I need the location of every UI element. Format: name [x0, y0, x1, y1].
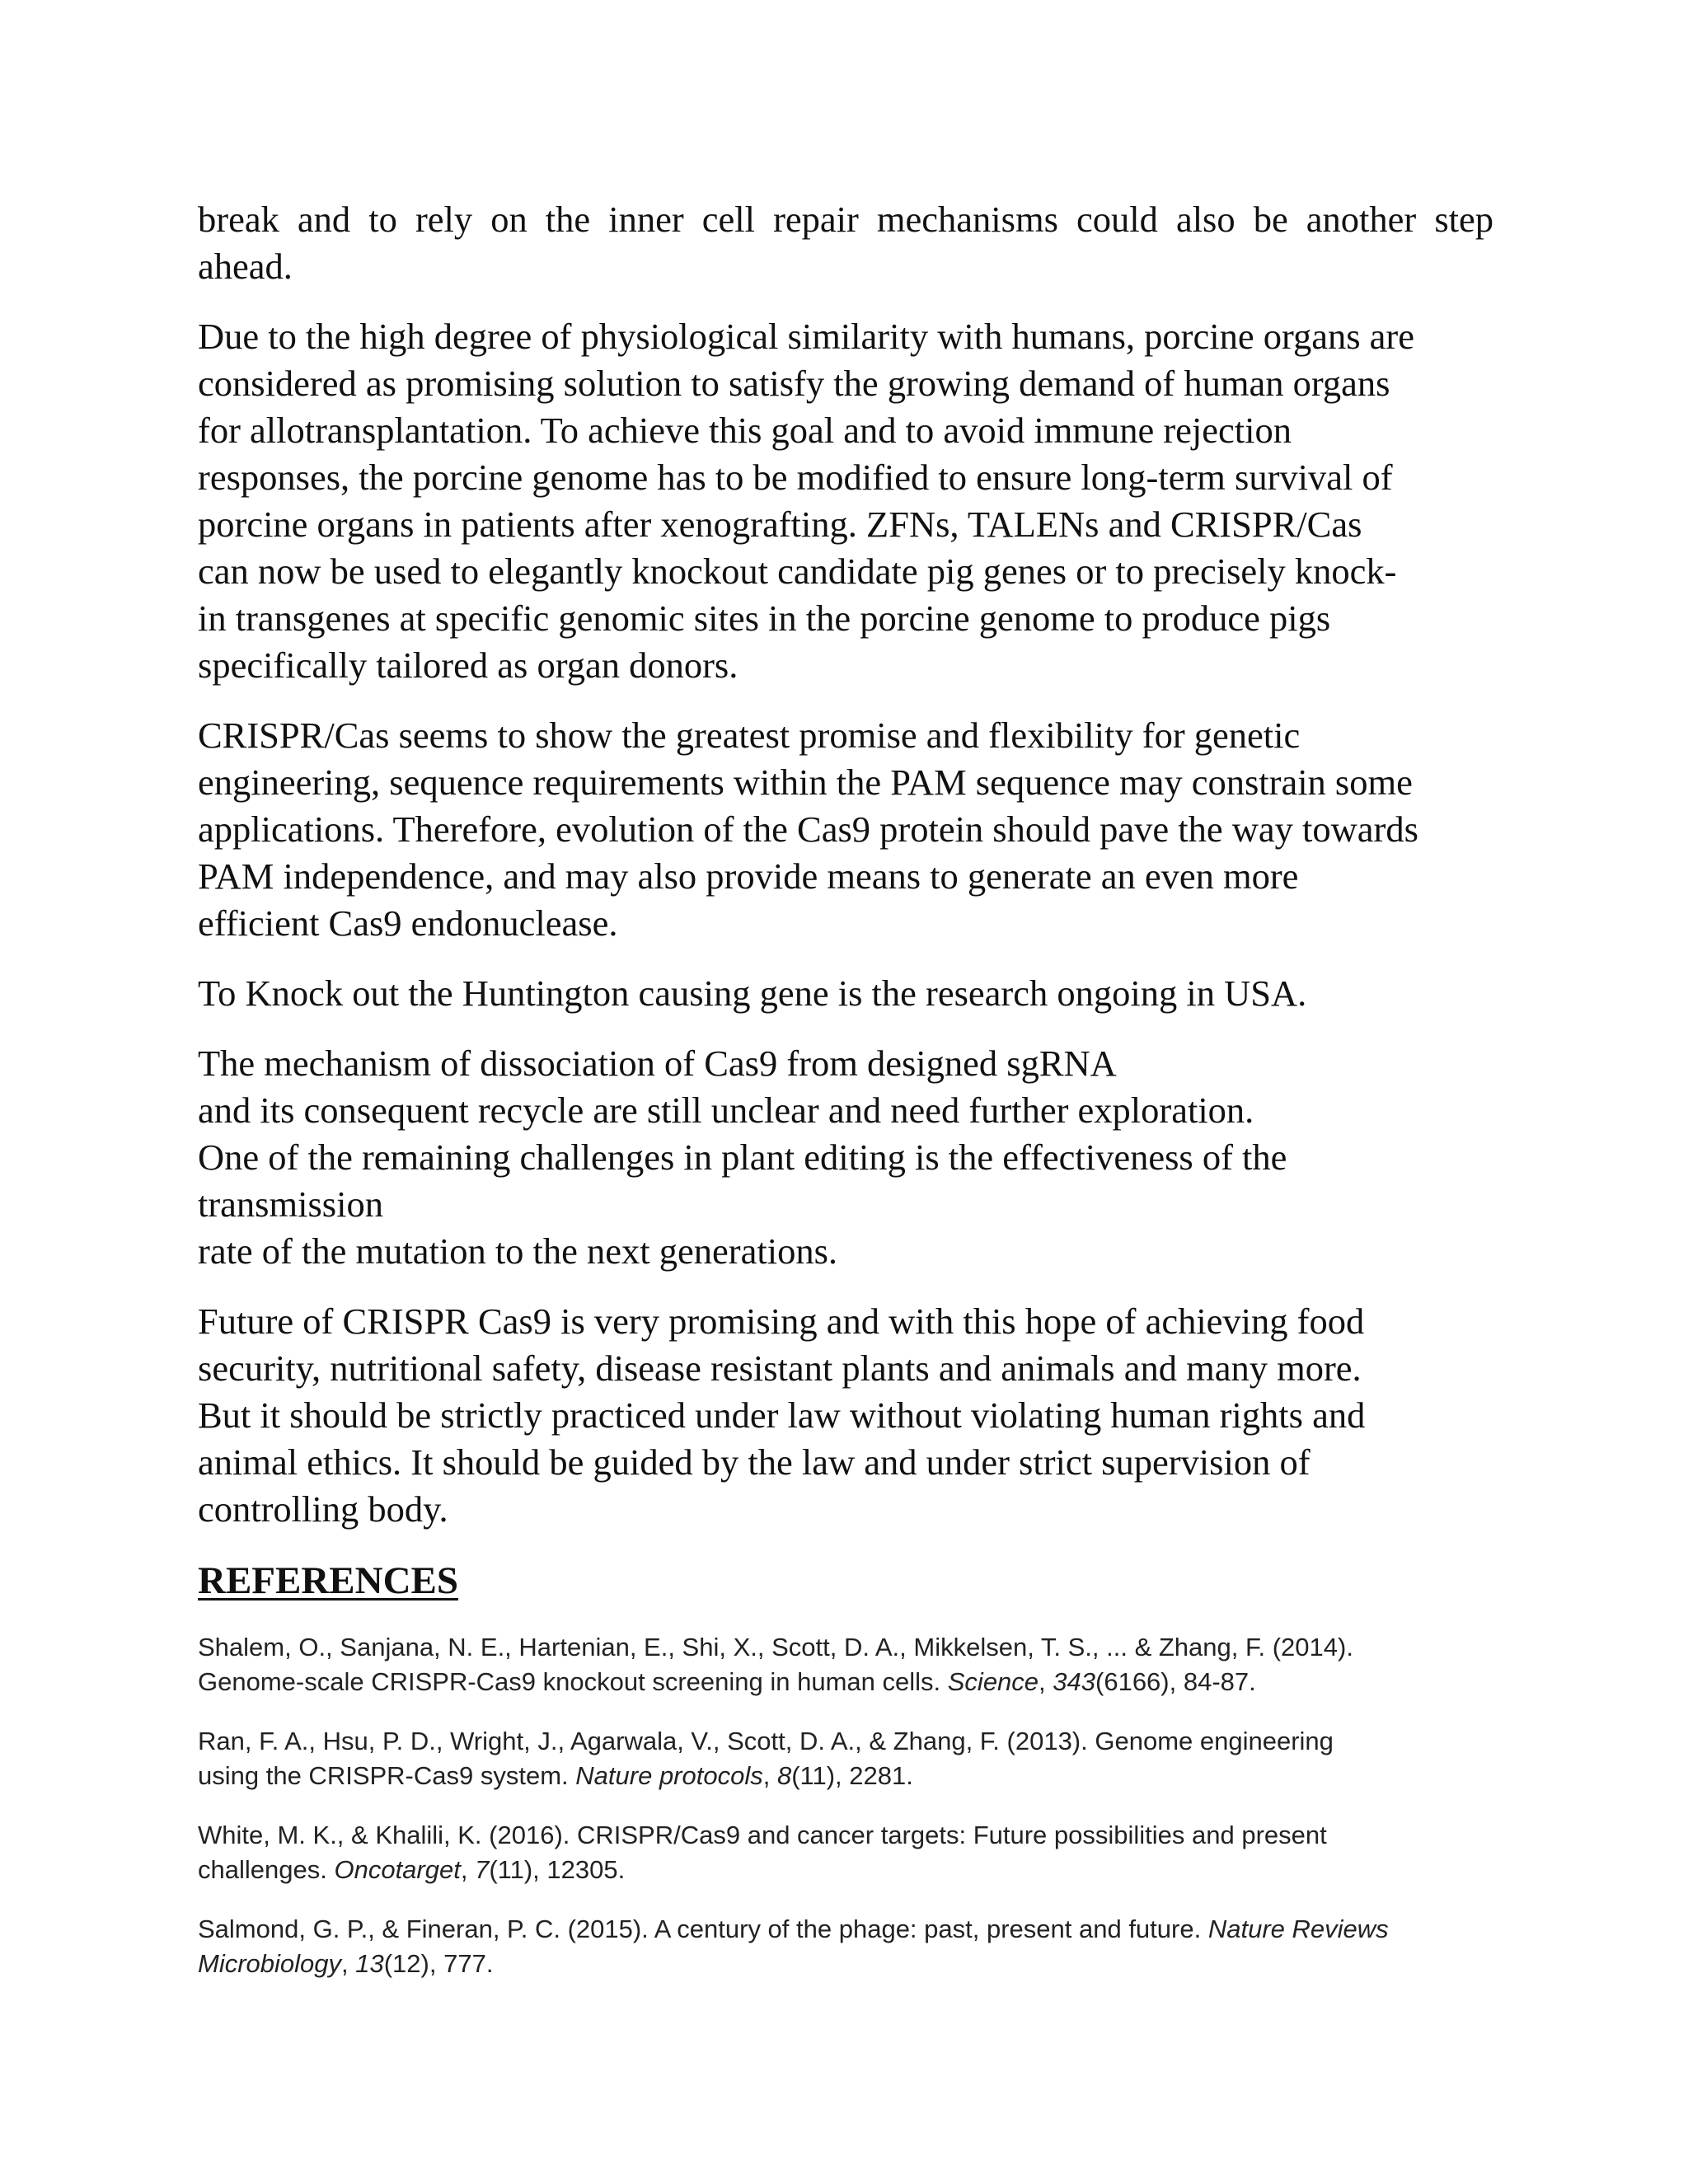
reference-volume: 13: [355, 1949, 384, 1978]
body-paragraph-4: [198, 970, 1493, 1017]
reference-pages: 2281.: [849, 1761, 913, 1790]
text-line: efficient Cas9 endonuclease.: [198, 902, 618, 944]
text-line: engineering, sequence requirements within the PAM sequence may constrain some: [198, 762, 1413, 803]
body-paragraph-6: [198, 1298, 1493, 1533]
reference-issue: (6166),: [1095, 1667, 1177, 1696]
text-line: Due to the high degree of physiological similarity with humans, porcine organs are: [198, 316, 1414, 357]
reference-volume: 8: [776, 1761, 792, 1790]
reference-authors: Shalem, O., Sanjana, N. E., Hartenian, E., Shi, X., Scott, D. A., Mikkelsen, T. S., ... & Zhang, F. (2014).: [198, 1633, 1353, 1661]
reference-authors: White, M. K., & Khalili, K. (2016). CRISPR/Cas9 and cancer targets: Future possibilities and present: [198, 1821, 1327, 1849]
reference-issue: (11),: [489, 1855, 540, 1884]
text-line: controlling body.: [198, 1488, 448, 1530]
text-line: and its consequent recycle are still unclear and need further exploration.: [198, 1090, 1254, 1131]
references-heading: REFERENCES: [198, 1559, 459, 1602]
text-line: rate of the mutation to the next generations.: [198, 1230, 838, 1272]
text-line: porcine organs in patients after xenografting. ZFNs, TALENs and CRISPR/Cas: [198, 504, 1362, 545]
reference-title: challenges.: [198, 1855, 327, 1884]
reference-pages: 777.: [443, 1949, 494, 1978]
text-line: PAM independence, and may also provide means to generate an even more: [198, 855, 1299, 897]
reference-journal: Oncotarget: [334, 1855, 461, 1884]
text-line: break and to rely on the inner cell repair mechanisms could also be another step: [198, 199, 1493, 240]
reference-item: Salmond, G. P., & Fineran, P. C. (2015). A century of the phage: past, present and future. Nature Reviews Microbiology, 13(12), 777.: [198, 1915, 1389, 1978]
body-paragraph-3: [198, 712, 1493, 947]
reference-authors: Ran, F. A., Hsu, P. D., Wright, J., Agarwala, V., Scott, D. A., & Zhang, F. (2013). Genome engineering: [198, 1727, 1334, 1755]
text-line: One of the remaining challenges in plant editing is the effectiveness of the: [198, 1137, 1287, 1178]
reference-issue: (12),: [383, 1949, 437, 1978]
text-line: applications. Therefore, evolution of the Cas9 protein should pave the way towards: [198, 808, 1418, 850]
reference-pages: 84-87.: [1183, 1667, 1256, 1696]
text-line: To Knock out the Huntington causing gene is the research ongoing in USA.: [198, 972, 1307, 1014]
reference-title: using the CRISPR-Cas9 system.: [198, 1761, 569, 1790]
reference-pages: 12305.: [546, 1855, 626, 1884]
reference-item: White, M. K., & Khalili, K. (2016). CRISPR/Cas9 and cancer targets: Future possibilities and present challenges. Oncotarget, 7(11), 12305.: [198, 1821, 1327, 1884]
text-line: ahead.: [198, 246, 293, 287]
text-line: specifically tailored as organ donors.: [198, 644, 738, 686]
text-line: considered as promising solution to satisfy the growing demand of human organs: [198, 363, 1390, 404]
reference-volume: 343: [1053, 1667, 1096, 1696]
text-line: Future of CRISPR Cas9 is very promising and with this hope of achieving food: [198, 1301, 1365, 1342]
body-paragraph-1: [198, 196, 1493, 290]
reference-item: Shalem, O., Sanjana, N. E., Hartenian, E., Shi, X., Scott, D. A., Mikkelsen, T. S., ... & Zhang, F. (2014). Genome-scale CRISPR-Cas9 knockout screening in human cells. Science, 343(6166), 84-87.: [198, 1633, 1353, 1696]
text-line: The mechanism of dissociation of Cas9 from designed sgRNA: [198, 1043, 1117, 1084]
text-line: security, nutritional safety, disease resistant plants and animals and many more.: [198, 1347, 1362, 1389]
reference-item: Ran, F. A., Hsu, P. D., Wright, J., Agarwala, V., Scott, D. A., & Zhang, F. (2013). Genome engineering using the CRISPR-Cas9 system. Nature protocols, 8(11), 2281.: [198, 1727, 1334, 1790]
reference-volume: 7: [475, 1855, 490, 1884]
text-line: in transgenes at specific genomic sites in the porcine genome to produce pigs: [198, 598, 1331, 639]
text-line: animal ethics. It should be guided by the law and under strict supervision of: [198, 1441, 1311, 1483]
reference-journal: Science: [947, 1667, 1039, 1696]
reference-journal: Nature protocols: [575, 1761, 763, 1790]
body-paragraph-2: [198, 313, 1493, 689]
text-line: CRISPR/Cas seems to show the greatest promise and flexibility for genetic: [198, 715, 1301, 756]
text-line: can now be used to elegantly knockout candidate pig genes or to precisely knock-: [198, 551, 1397, 592]
text-line: responses, the porcine genome has to be modified to ensure long-term survival of: [198, 457, 1393, 498]
document-page: [198, 196, 1493, 2006]
text-line: transmission: [198, 1183, 383, 1225]
text-line: But it should be strictly practiced under law without violating human rights and: [198, 1394, 1366, 1436]
body-paragraph-5: [198, 1040, 1493, 1275]
reference-issue: (11),: [791, 1761, 842, 1790]
reference-journal: Nature Reviews Microbiology: [198, 1915, 1389, 1978]
reference-title: Genome-scale CRISPR-Cas9 knockout screening in human cells.: [198, 1667, 941, 1696]
reference-authors: Salmond, G. P., & Fineran, P. C. (2015). A century of the phage: past, present and future.: [198, 1915, 1202, 1943]
text-line: for allotransplantation. To achieve this goal and to avoid immune rejection: [198, 410, 1292, 451]
